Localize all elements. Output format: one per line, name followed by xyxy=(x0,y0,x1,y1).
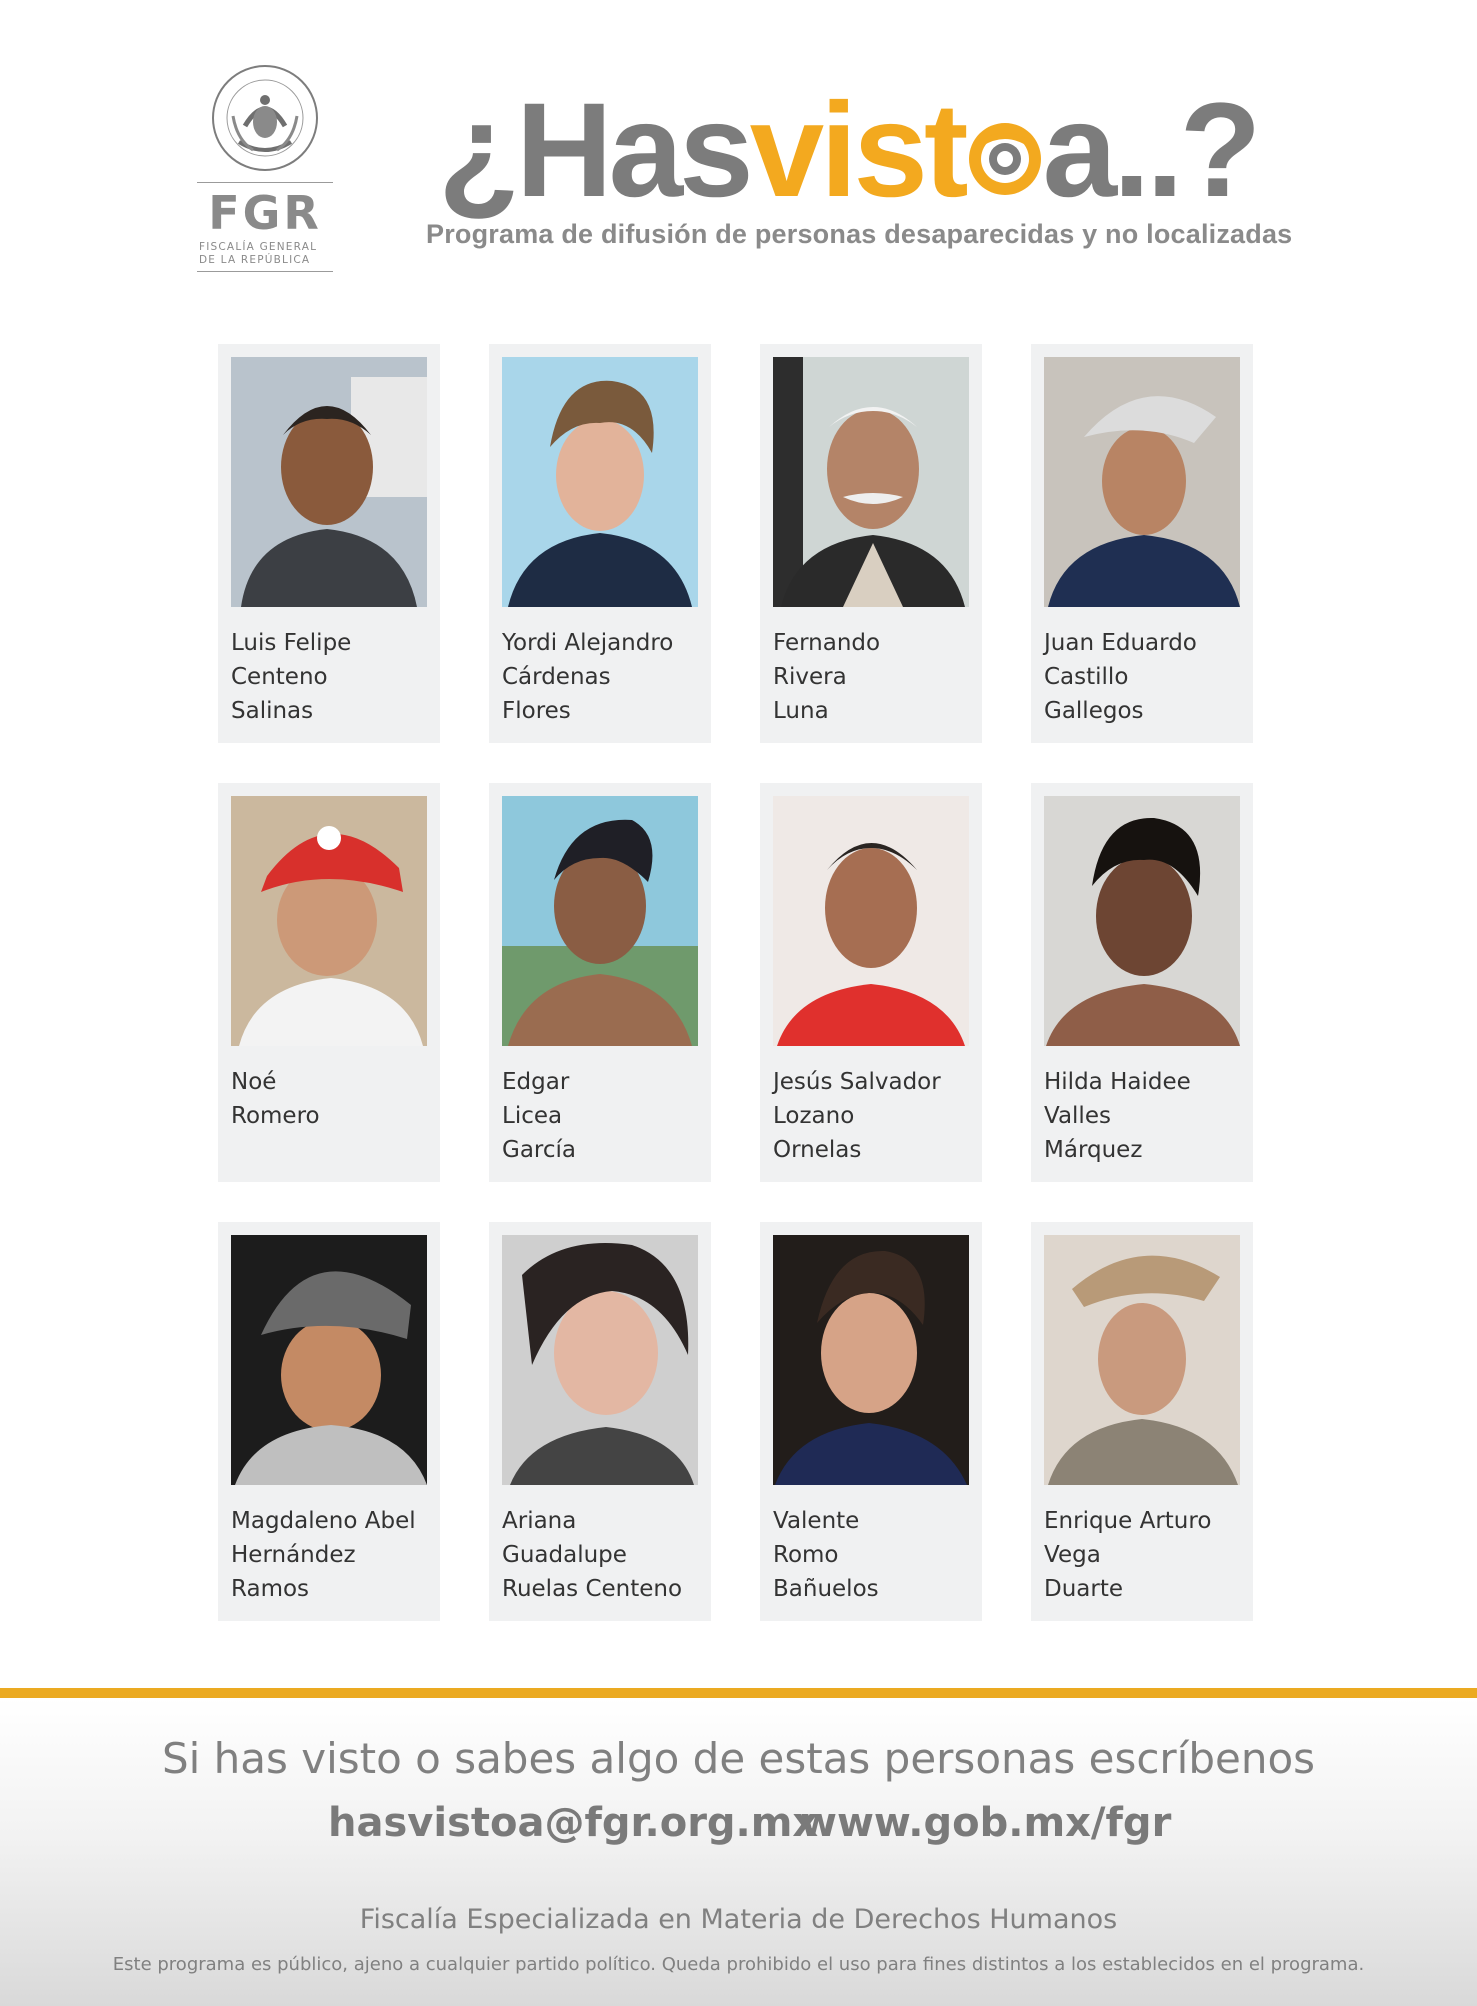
contact-email[interactable]: hasvistoa@fgr.org.mx xyxy=(328,1800,819,1846)
person-name xyxy=(231,1065,436,1133)
person-name-line3: Ramos xyxy=(231,1576,310,1602)
person-name-line2: Lozano xyxy=(773,1103,855,1129)
person-card xyxy=(489,1222,711,1621)
person-name-line1: Hilda Haidee xyxy=(1044,1069,1191,1095)
person-name-line2: Hernández xyxy=(231,1542,356,1568)
person-card xyxy=(218,344,440,743)
person-card xyxy=(1031,1222,1253,1621)
person-photo xyxy=(1044,357,1240,607)
person-name-line3: Luna xyxy=(773,698,829,724)
person-photo xyxy=(502,796,698,1046)
person-card xyxy=(760,783,982,1182)
persons-grid xyxy=(218,344,1253,1621)
person-photo xyxy=(773,357,969,607)
person-card xyxy=(760,344,982,743)
person-card xyxy=(489,344,711,743)
person-photo xyxy=(231,357,427,607)
person-name-line2: Centeno xyxy=(231,664,328,690)
person-name xyxy=(773,1504,978,1606)
logo-divider xyxy=(197,271,333,272)
person-name-line1: Magdaleno Abel xyxy=(231,1508,416,1534)
person-photo xyxy=(502,357,698,607)
person-name-line2: Cárdenas xyxy=(502,664,611,690)
person-name-line3: Duarte xyxy=(1044,1576,1124,1602)
person-name-line1: Yordi Alejandro xyxy=(502,630,674,656)
person-name-line2: Romo xyxy=(773,1542,839,1568)
person-name xyxy=(1044,1065,1249,1167)
person-name xyxy=(1044,1504,1249,1606)
mexican-seal-icon xyxy=(209,62,321,174)
person-name-line3: Gallegos xyxy=(1044,698,1144,724)
footer xyxy=(0,1698,1477,2006)
person-card xyxy=(489,783,711,1182)
person-photo xyxy=(502,1235,698,1485)
person-name xyxy=(502,1065,707,1167)
person-name xyxy=(231,626,436,728)
fgr-logo xyxy=(190,62,340,272)
person-name-line3: Bañuelos xyxy=(773,1576,879,1602)
person-name xyxy=(231,1504,436,1606)
person-name-line2: Romero xyxy=(231,1103,320,1129)
disclaimer: Este programa es público, ajeno a cualquier partido político. Queda prohibido el uso para fines distintos a los establecidos en el programa. xyxy=(112,1954,1365,1975)
person-card xyxy=(760,1222,982,1621)
person-name-line1: Edgar xyxy=(502,1069,570,1095)
logo-abbr: FGR xyxy=(197,182,333,239)
person-name-line2: Valles xyxy=(1044,1103,1111,1129)
person-name-line2: Vega xyxy=(1044,1542,1101,1568)
person-photo xyxy=(773,1235,969,1485)
person-name-line3: Salinas xyxy=(231,698,314,724)
person-name-line1: Enrique Arturo xyxy=(1044,1508,1212,1534)
person-card xyxy=(1031,783,1253,1182)
footer-message: Si has visto o sabes algo de estas personas escríbenos xyxy=(161,1734,1316,1783)
person-name xyxy=(502,1504,707,1606)
logo-name xyxy=(195,241,335,267)
title-part2: vist xyxy=(749,76,965,225)
person-name xyxy=(773,1065,978,1167)
title-part1: ¿Has xyxy=(438,76,750,225)
page-subtitle: Programa de difusión de personas desaparecidas y no localizadas xyxy=(426,219,1293,249)
person-name-line3: García xyxy=(502,1137,576,1163)
person-name-line3: Márquez xyxy=(1044,1137,1143,1163)
person-card xyxy=(218,1222,440,1621)
footer-divider xyxy=(0,1688,1477,1698)
person-name-line1: Valente xyxy=(773,1508,860,1534)
person-card xyxy=(1031,344,1253,743)
person-name-line2: Castillo xyxy=(1044,664,1129,690)
person-photo xyxy=(1044,1235,1240,1485)
person-name-line3: Flores xyxy=(502,698,571,724)
person-name-line3: Ornelas xyxy=(773,1137,862,1163)
person-card xyxy=(218,783,440,1182)
person-name xyxy=(502,626,707,728)
person-photo xyxy=(773,796,969,1046)
person-name-line1: Luis Felipe xyxy=(231,630,352,656)
person-name-line1: Fernando xyxy=(773,630,881,656)
person-photo xyxy=(231,1235,427,1485)
person-name-line1: Juan Eduardo xyxy=(1044,630,1197,656)
person-name-line1: Noé xyxy=(231,1069,277,1095)
person-photo xyxy=(231,796,427,1046)
person-name-line1: Ariana xyxy=(502,1508,577,1534)
person-name-line2: Licea xyxy=(502,1103,563,1129)
person-name xyxy=(1044,626,1249,728)
title-part3: a..? xyxy=(1042,76,1258,225)
eye-icon xyxy=(964,90,1046,172)
agency-name: Fiscalía Especializada en Materia de Derechos Humanos xyxy=(359,1904,1118,1935)
person-name xyxy=(773,626,978,728)
logo-name-line2: DE LA REPÚBLICA xyxy=(199,254,311,266)
logo-name-line1: FISCALÍA GENERAL xyxy=(199,241,318,253)
person-name-line2: Guadalupe xyxy=(502,1542,627,1568)
person-name-line2: Rivera xyxy=(773,664,847,690)
person-photo xyxy=(1044,796,1240,1046)
person-name-line3: Ruelas Centeno xyxy=(502,1576,683,1602)
contact-website[interactable]: www.gob.mx/fgr xyxy=(800,1800,1172,1846)
person-name-line1: Jesús Salvador xyxy=(773,1069,941,1095)
